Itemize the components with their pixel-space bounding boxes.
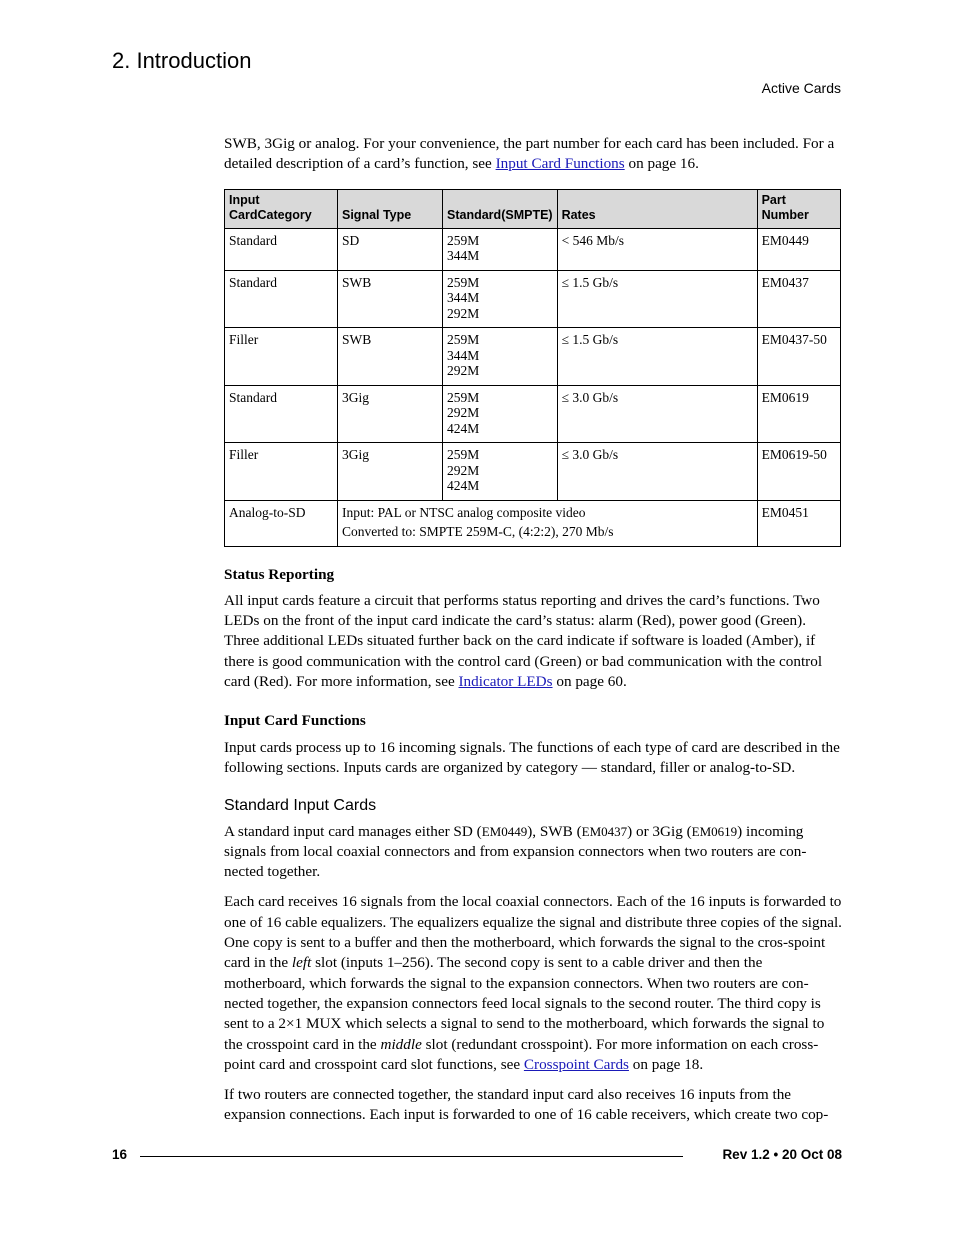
header-standard-line2: (SMPTE): [501, 207, 553, 222]
cell-category: Standard: [225, 228, 338, 270]
part-number-em0619: EM0619: [691, 823, 738, 839]
input-card-functions-link[interactable]: Input Card Functions: [495, 155, 625, 173]
standard-value: 259M: [447, 274, 480, 290]
input-card-functions-heading: Input Card Functions: [224, 712, 366, 730]
cell-part-number: EM0437-50: [757, 328, 840, 386]
header-signal-type: [338, 189, 443, 228]
analog-converted-line: Converted to: SMPTE 259M-C, (4:2:2), 270 Mb/s: [342, 524, 614, 540]
cell-rate: ≤ 3.0 Gb/s: [557, 443, 757, 501]
status-reporting-text: All input cards feature a circuit that performs status reporting and drives the card’s functions. Two LEDs on the front of the input card indicate the card’s status: alarm (Red), power good (Green). Three additional LEDs situated further back on the card indicate if software is loaded (Amber), if there is good communication with the control card (Green) or bad communication with the control card (Red). For more information, see: [224, 591, 823, 691]
header-standard: [443, 189, 558, 228]
table-row: [225, 443, 841, 501]
para-text: Each card receives 16 signals from the local coaxial connectors. Each of the 16 inputs is forwarded to one of 16 cable equalizers. The equalizers equalize the signal and distribute three copies of the signal. One copy is sent to a buffer and then the motherboard, which forwards the signal to the cros-spoint card in the: [224, 893, 842, 972]
cell-category: Standard: [225, 270, 338, 328]
table-row-analog: [225, 500, 841, 546]
table-row: [225, 385, 841, 443]
standard-value: 292M: [447, 405, 480, 421]
cell-standard: [443, 328, 558, 386]
cell-category: Filler: [225, 328, 338, 386]
intro-text: SWB, 3Gig or analog. For your convenience, the part number for each card has been included. For a detailed description of a card’s function, see: [224, 135, 835, 173]
para-text: ), SWB (: [527, 822, 582, 840]
header-category-line1: Input Card: [229, 192, 260, 222]
standard-value: 344M: [447, 290, 480, 306]
cell-signal: SWB: [338, 270, 443, 328]
cell-standard: [443, 385, 558, 443]
table-row: [225, 270, 841, 328]
standard-value: 259M: [447, 232, 480, 248]
cell-analog-description: [338, 500, 758, 546]
para-text: A standard input card manages either SD (: [224, 822, 482, 840]
standard-value: 292M: [447, 305, 480, 321]
standard-value: 259M: [447, 332, 480, 348]
cell-rate: < 546 Mb/s: [557, 228, 757, 270]
table-header-row: [225, 189, 841, 228]
cell-part-number: EM0451: [757, 500, 840, 546]
status-reporting-text-end: on page 60.: [552, 673, 627, 691]
input-card-table: [224, 189, 841, 547]
header-rates-label: Rates: [561, 207, 596, 222]
indicator-leds-link[interactable]: Indicator LEDs: [458, 673, 553, 691]
header-part-number: [757, 189, 840, 228]
part-number-em0437: EM0437: [581, 823, 628, 839]
standard-value: 344M: [447, 347, 480, 363]
section-tag: Active Cards: [761, 80, 841, 96]
header-rates: [557, 189, 757, 228]
crosspoint-cards-link[interactable]: Crosspoint Cards: [523, 1055, 629, 1073]
header-signal-type-label: Signal Type: [342, 207, 412, 222]
cell-standard: [443, 270, 558, 328]
para-text: slot (inputs 1–256). The second copy is sent to a cable driver and then the motherboard, which forwards the signal to the expansion connectors. When two routers are con-nected together, the expansion connectors feed local signals to the second router. The third copy is sent to a 2×1 MUX which selects a signal to send to the motherboard, which forwards the signal to the crosspoint card in the: [224, 954, 825, 1053]
standard-value: 344M: [447, 248, 480, 264]
cell-part-number: EM0619-50: [757, 443, 840, 501]
italic-middle: middle: [380, 1035, 422, 1053]
header-standard-line1: Standard: [447, 207, 502, 222]
cell-standard: [443, 228, 558, 270]
table-body: [225, 228, 841, 546]
intro-text-end: on page 16.: [624, 155, 699, 173]
footer-divider: [140, 1156, 683, 1157]
header-part-number-label: Part Number: [761, 192, 809, 222]
cell-rate: ≤ 1.5 Gb/s: [557, 328, 757, 386]
para-text: on page 18.: [628, 1055, 704, 1073]
standard-input-cards-paragraph-1: [224, 822, 842, 883]
para-text: ) incoming signals from local coaxial connectors and from expansion connectors when two routers are con-nected together.: [224, 822, 807, 881]
standard-value: 259M: [447, 447, 480, 463]
analog-input-line: Input: PAL or NTSC analog composite video: [342, 504, 586, 520]
page-footer: [112, 1147, 842, 1165]
standard-value: 292M: [447, 462, 480, 478]
cell-category: Filler: [225, 443, 338, 501]
cell-part-number: EM0449: [757, 228, 840, 270]
cell-rate: ≤ 3.0 Gb/s: [557, 385, 757, 443]
page-number: 16: [112, 1147, 128, 1162]
intro-paragraph: [224, 134, 842, 175]
cell-category: Standard: [225, 385, 338, 443]
cell-signal: SWB: [338, 328, 443, 386]
revision-label: Rev 1.2 • 20 Oct 08: [722, 1147, 842, 1162]
table-row: [225, 328, 841, 386]
chapter-title: 2. Introduction: [112, 48, 252, 73]
table-row: [225, 228, 841, 270]
standard-value: 292M: [447, 363, 480, 379]
standard-input-cards-paragraph-2: [224, 892, 842, 1075]
cell-signal: SD: [338, 228, 443, 270]
header-category: [225, 189, 338, 228]
status-reporting-heading: Status Reporting: [224, 565, 335, 583]
italic-left: left: [291, 954, 312, 972]
cell-part-number: EM0619: [757, 385, 840, 443]
para-text: slot (redundant crosspoint). For more information on each cross-point card and crosspoint card slot functions, see: [224, 1035, 819, 1073]
cell-rate: ≤ 1.5 Gb/s: [557, 270, 757, 328]
status-reporting-paragraph: [224, 591, 842, 692]
page-content: [224, 134, 842, 1126]
standard-value: 424M: [447, 478, 480, 494]
cell-signal: 3Gig: [338, 443, 443, 501]
standard-input-cards-paragraph-3: If two routers are connected together, the standard input card also receives 16 inputs from the expansion connections. Each input is forwarded to one of 16 cable receivers, which create two cop-: [224, 1086, 829, 1124]
cell-signal: 3Gig: [338, 385, 443, 443]
cell-category: Analog-to-SD: [225, 500, 338, 546]
header-category-line2: Category: [257, 207, 312, 222]
standard-value: 259M: [447, 389, 480, 405]
standard-input-cards-heading: Standard Input Cards: [224, 797, 377, 815]
cell-part-number: EM0437: [757, 270, 840, 328]
para-text: ) or 3Gig (: [627, 822, 692, 840]
standard-value: 424M: [447, 420, 480, 436]
part-number-em0449: EM0449: [481, 823, 528, 839]
input-card-functions-paragraph: Input cards process up to 16 incoming signals. The functions of each type of card are described in the following sections. Inputs cards are organized by category — standard, filler or analog-to-SD.: [224, 738, 840, 776]
cell-standard: [443, 443, 558, 501]
